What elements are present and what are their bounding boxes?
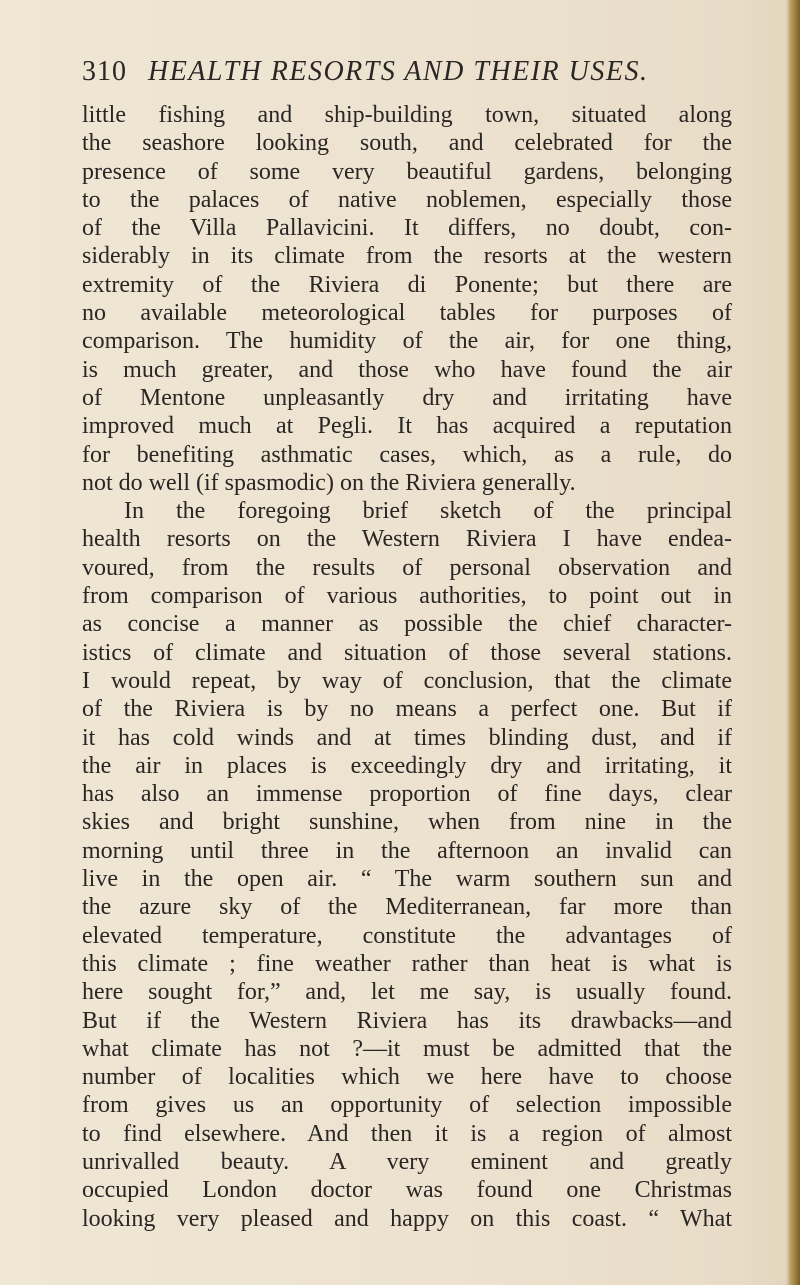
text-line: presence of some very beautiful gardens, belonging	[82, 158, 732, 185]
text-line: as concise a manner as possible the chief character-	[82, 611, 732, 638]
text-line: But if the Western Riviera has its drawbacks—and	[82, 1007, 732, 1034]
text-line: looking very pleased and happy on this coast. “ What	[82, 1205, 732, 1232]
text-line: siderably in its climate from the resorts at the western	[82, 243, 732, 270]
text-line: morning until three in the afternoon an invalid can	[82, 837, 732, 864]
text-line: unrivalled beauty. A very eminent and greatly	[82, 1148, 732, 1175]
text-line: skies and bright sunshine, when from nine in the	[82, 809, 732, 836]
text-line: of the Villa Pallavicini. It differs, no doubt, con-	[82, 215, 732, 242]
text-line: the air in places is exceedingly dry and irritating, it	[82, 752, 732, 779]
text-line: the seashore looking south, and celebrated for the	[82, 130, 732, 157]
text-line: here sought for,” and, let me say, is usually found.	[82, 979, 732, 1006]
text-line: live in the open air. “ The warm southern sun and	[82, 866, 732, 893]
text-line: to find elsewhere. And then it is a region of almost	[82, 1120, 732, 1147]
text-line: elevated temperature, constitute the advantages of	[82, 922, 732, 949]
text-line: it has cold winds and at times blinding dust, and if	[82, 724, 732, 751]
text-line: extremity of the Riviera di Ponente; but there are	[82, 271, 732, 298]
text-line: improved much at Pegli. It has acquired a reputation	[82, 413, 732, 440]
text-line: of Mentone unpleasantly dry and irritating have	[82, 384, 732, 411]
text-line: to the palaces of native noblemen, especially those	[82, 186, 732, 213]
text-line: has also an immense proportion of fine days, clear	[82, 781, 732, 808]
page-binding-edge	[786, 0, 800, 1285]
text-line: not do well (if spasmodic) on the Riviera generally.	[82, 469, 576, 496]
text-line: from gives us an opportunity of selection impossible	[82, 1092, 732, 1119]
text-line: number of localities which we here have to choose	[82, 1064, 732, 1091]
text-line: is much greater, and those who have found the air	[82, 356, 732, 383]
text-line: voured, from the results of personal observation and	[82, 554, 732, 581]
running-head	[82, 56, 722, 96]
text-line: health resorts on the Western Riviera I have endea-	[82, 526, 732, 553]
text-line: In the foregoing brief sketch of the principal	[124, 498, 732, 525]
text-line: what climate has not ?—it must be admitted that the	[82, 1035, 732, 1062]
running-title: HEALTH RESORTS AND THEIR USES.	[148, 56, 649, 87]
text-line: comparison. The humidity of the air, for one thing,	[82, 328, 732, 355]
body-text	[82, 101, 732, 1233]
text-line: the azure sky of the Mediterranean, far more than	[82, 894, 732, 921]
text-line: of the Riviera is by no means a perfect one. But if	[82, 696, 732, 723]
text-line: occupied London doctor was found one Christmas	[82, 1177, 732, 1204]
text-line: this climate ; fine weather rather than heat is what is	[82, 950, 732, 977]
text-line: from comparison of various authorities, to point out in	[82, 583, 732, 610]
text-line: I would repeat, by way of conclusion, that the climate	[82, 667, 732, 694]
text-line: for benefiting asthmatic cases, which, as a rule, do	[82, 441, 732, 468]
text-line: istics of climate and situation of those several stations.	[82, 639, 732, 666]
text-line: no available meteorological tables for purposes of	[82, 300, 732, 327]
page-number: 310	[82, 56, 127, 87]
text-line: little fishing and ship-building town, situated along	[82, 102, 732, 128]
